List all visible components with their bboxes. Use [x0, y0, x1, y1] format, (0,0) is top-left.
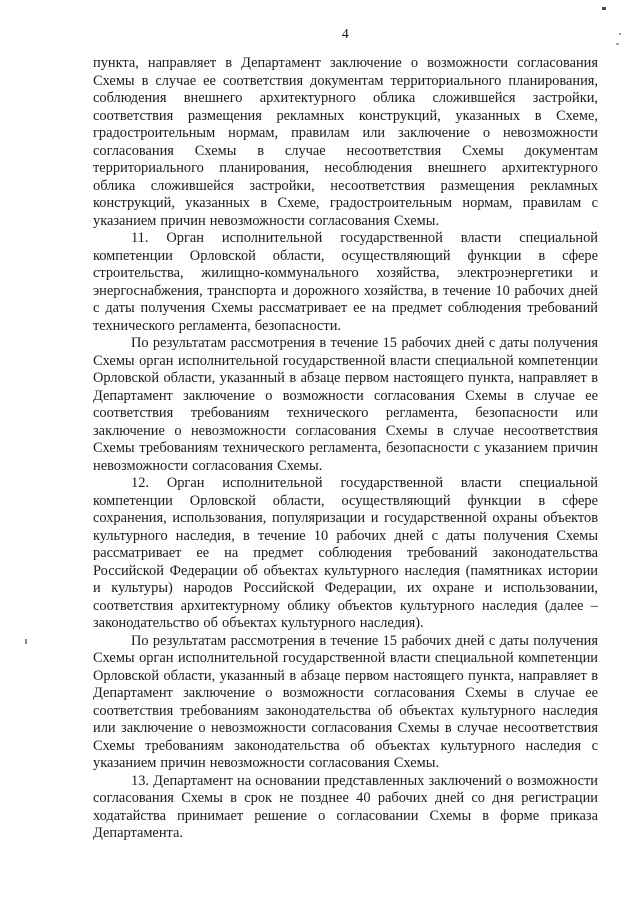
- scan-speck: [602, 7, 606, 10]
- paragraph: 11. Орган исполнительной государственной власти специальной компетенции Орловской области, осуществляющий функции в сфере строительства, жилищно-коммунального хозяйства, электроэнергетики и энергоснабжения, транспорта и дорожного хозяйства, в течение 10 рабочих дней с даты получения Схемы рассматривает ее на предмет соблюдения требований технического регламента, безопасности.: [93, 230, 598, 334]
- scan-speck: [616, 43, 619, 45]
- paragraph: По результатам рассмотрения в течение 15 рабочих дней с даты получения Схемы орган исполнительной государственной власти специальной компетенции Орловской области, указанный в абзаце первом настоящего пункта, направляет в Департамент заключение о возможности согласования Схемы в случае ее соответствия требованиям технического регламента, безопасности или заключение о невозможности согласования Схемы в случае несоответствия Схемы требованиям технического регламента, безопасности с указанием причин невозможности согласования Схемы.: [93, 335, 598, 474]
- document-body: [93, 55, 598, 843]
- paragraph: 13. Департамент на основании представленных заключений о возможности согласования Схемы в срок не позднее 40 рабочих дней со дня регистрации ходатайства принимает решение о согласовании Схемы в форме приказа Департамента.: [93, 772, 598, 841]
- paragraph: 12. Орган исполнительной государственной власти специальной компетенции Орловской области, осуществляющий функции в сфере сохранения, использования, популяризации и государственной охраны объектов культурного наследия, в течение 10 рабочих дней с даты получения Схемы рассматривает ее на предмет соблюдения требований законодательства Российской Федерации об объектах культурного наследия (памятниках истории и культуры) народов Российской Федерации, их охране и использовании, соответствия архитектурному облику объектов культурного наследия (далее – законодательство об объектах культурного наследия).: [93, 475, 598, 631]
- paragraph: По результатам рассмотрения в течение 15 рабочих дней с даты получения Схемы орган исполнительной государственной власти специальной компетенции Орловской области, указанный в абзаце первом настоящего пункта, направляет в Департамент заключение о возможности согласования Схемы в случае ее соответствия требованиям законодательства об объектах культурного наследия или заключение о невозможности согласования Схемы в случае несоответствия Схемы требованиям законодательства об объектах культурного наследия с указанием причин невозможности согласования Схемы.: [93, 632, 598, 771]
- paragraph: пункта, направляет в Департамент заключение о возможности согласования Схемы в случае ее соответствия документам территориального планирования, соблюдения внешнего архитектурного облика сложившейся застройки, соответствия размещения рекламных конструкций, указанных в Схеме, градостроительным нормам, правилам или заключение о невозможности согласования Схемы в случае несоответствия Схемы документам территориального планирования, несоблюдения внешнего архитектурного облика сложившейся застройки, несоответствия размещения рекламных конструкций, указанных в Схеме, градостроительным нормам, правилам с указанием причин невозможности согласования Схемы.: [93, 55, 598, 229]
- scan-speck: [619, 33, 621, 35]
- page-number: 4: [341, 27, 350, 42]
- scan-speck: [25, 639, 27, 644]
